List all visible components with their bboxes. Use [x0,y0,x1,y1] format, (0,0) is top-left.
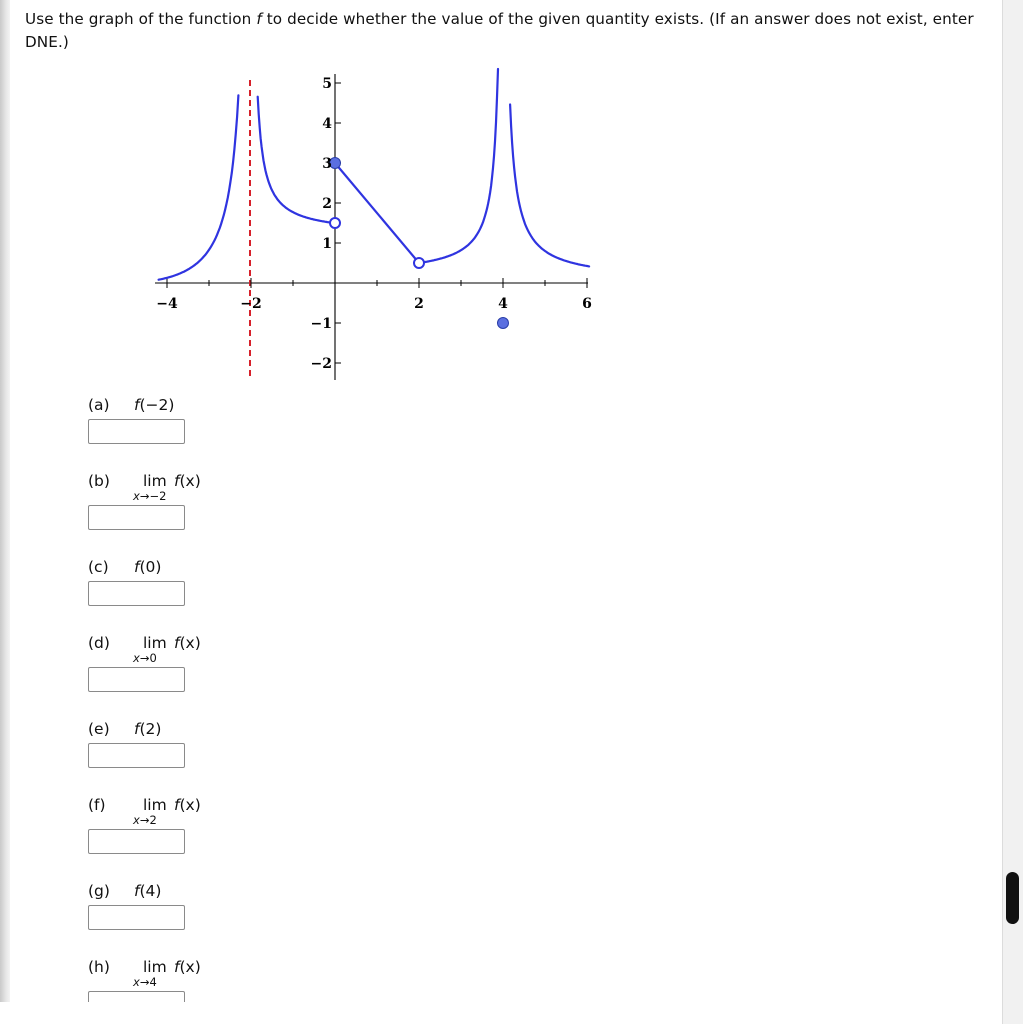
function-value-expression: f(4) [134,882,162,900]
curve-segment-0-to-2 [335,163,419,263]
page-bottom [0,1002,1002,1024]
limit-subscript: x→4 [133,975,157,989]
y-tick-label: 4 [322,116,332,132]
scrollbar-thumb[interactable] [1006,872,1019,924]
limit-function-expression: f(x) [174,472,201,490]
instructions-line-2: DNE.) [25,33,69,51]
x-tick-label: −2 [240,296,262,312]
part-label: (f) [88,796,106,814]
instructions-line-1: Use the graph of the function f to decide whether the value of the given quantity exists. (If an answer does not exist, enter [25,10,974,28]
part-label: (a) [88,396,110,414]
answer-input[interactable] [88,743,185,768]
y-tick-label: −1 [310,316,332,332]
open-point [414,258,424,268]
x-tick-label: 4 [498,296,508,312]
limit-subscript: x→0 [133,651,157,665]
function-value-expression: f(−2) [134,396,175,414]
open-point [330,218,340,228]
function-name: f [256,10,262,28]
answer-input[interactable] [88,419,185,444]
filled-point [498,318,509,329]
answer-input[interactable] [88,667,185,692]
function-graph [0,0,1000,390]
part-label: (h) [88,958,110,976]
curve-branch-4-to-6 [510,105,589,267]
limit-subscript: x→2 [133,813,157,827]
part-label: (g) [88,882,110,900]
curve-branch-2-to-4 [419,69,498,263]
limit-function-expression: f(x) [174,796,201,814]
curve-series [159,69,589,280]
curve-left-branch [159,95,239,279]
y-tick-label: −2 [310,356,332,372]
part-label: (d) [88,634,110,652]
limit-word: lim [143,634,167,652]
answer-input[interactable] [88,505,185,530]
x-tick-label: 6 [582,296,592,312]
y-tick-label: 1 [322,236,332,252]
limit-function-expression: f(x) [174,634,201,652]
limit-word: lim [143,958,167,976]
scrollbar-track[interactable] [1002,0,1023,1024]
y-tick-label: 3 [322,156,332,172]
part-label: (c) [88,558,109,576]
function-value-expression: f(0) [134,558,162,576]
limit-function-expression: f(x) [174,958,201,976]
limit-word: lim [143,472,167,490]
function-value-expression: f(2) [134,720,162,738]
y-tick-label: 5 [322,76,332,92]
x-tick-label: 2 [414,296,424,312]
answer-input[interactable] [88,581,185,606]
limit-subscript: x→−2 [133,489,167,503]
limit-word: lim [143,796,167,814]
part-label: (b) [88,472,110,490]
y-tick-label: 2 [322,196,332,212]
answer-input[interactable] [88,829,185,854]
x-tick-label: −4 [156,296,178,312]
part-label: (e) [88,720,110,738]
answer-input[interactable] [88,905,185,930]
